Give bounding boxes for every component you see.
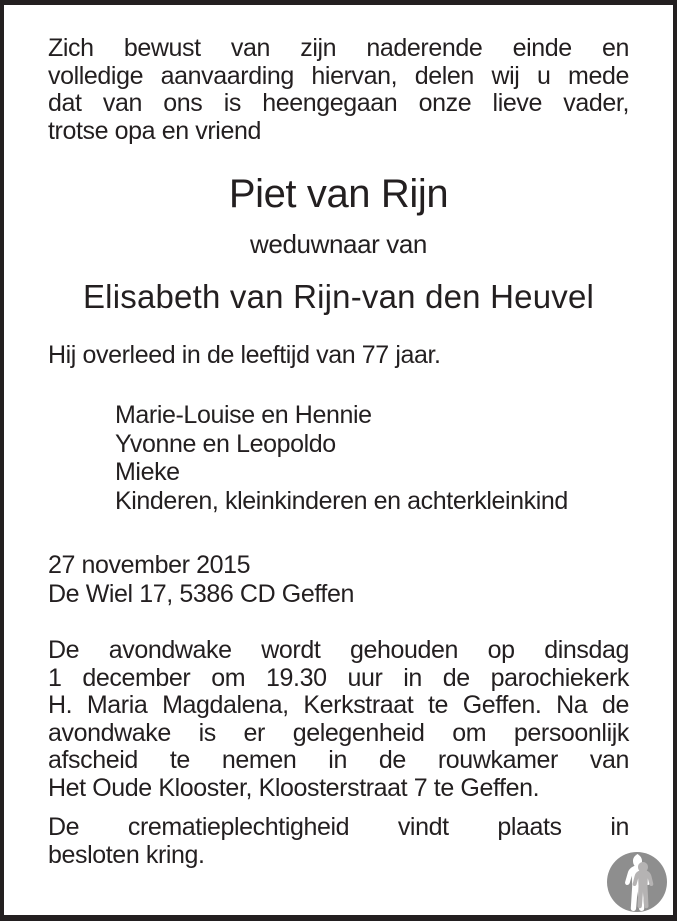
embracing-figures-logo xyxy=(605,850,669,914)
spouse-name: Elisabeth van Rijn-van den Heuvel xyxy=(82,278,595,315)
family-member: Mieke xyxy=(115,458,180,486)
date-address-block xyxy=(48,551,629,608)
family-member: Kinderen, kleinkinderen en achterkleinkind xyxy=(115,486,568,515)
relation-line: weduwnaar van xyxy=(250,229,427,259)
wake-line: avondwake is er gelegenheid om persoonlijk xyxy=(48,718,629,747)
wake-line: 1 december om 19.30 uur in de parochiekerk xyxy=(48,663,629,692)
family-member: Marie-Louise en Hennie xyxy=(115,401,372,429)
family-member: Yvonne en Leopoldo xyxy=(115,429,336,458)
cremation-line: besloten kring. xyxy=(48,840,205,869)
wake-line: H. Maria Magdalena, Kerkstraat te Geffen. Na de xyxy=(48,691,629,719)
date-line: 27 november 2015 xyxy=(48,551,251,579)
intro-paragraph xyxy=(48,35,629,145)
age-line: Hij overleed in de leeftijd van 77 jaar. xyxy=(48,341,441,369)
wake-line: afscheid te nemen in de rouwkamer van xyxy=(48,746,629,774)
intro-line: volledige aanvaarding hiervan, delen wij u mede xyxy=(48,61,629,90)
wake-line: Het Oude Klooster, Kloosterstraat 7 te Geffen. xyxy=(48,773,540,802)
intro-line: trotse opa en vriend xyxy=(48,116,261,145)
cremation-line: De crematieplechtigheid vindt plaats in xyxy=(48,813,629,841)
deceased-name: Piet van Rijn xyxy=(228,172,449,216)
intro-line: Zich bewust van zijn naderende einde en xyxy=(48,34,629,62)
cremation-paragraph xyxy=(48,814,629,869)
family-list xyxy=(48,401,629,515)
wake-paragraph xyxy=(48,637,629,802)
intro-line: dat van ons is heengegaan onze lieve vader, xyxy=(48,89,629,117)
wake-line: De avondwake wordt gehouden op dinsdag xyxy=(48,636,629,664)
address-line: De Wiel 17, 5386 CD Geffen xyxy=(48,579,354,608)
